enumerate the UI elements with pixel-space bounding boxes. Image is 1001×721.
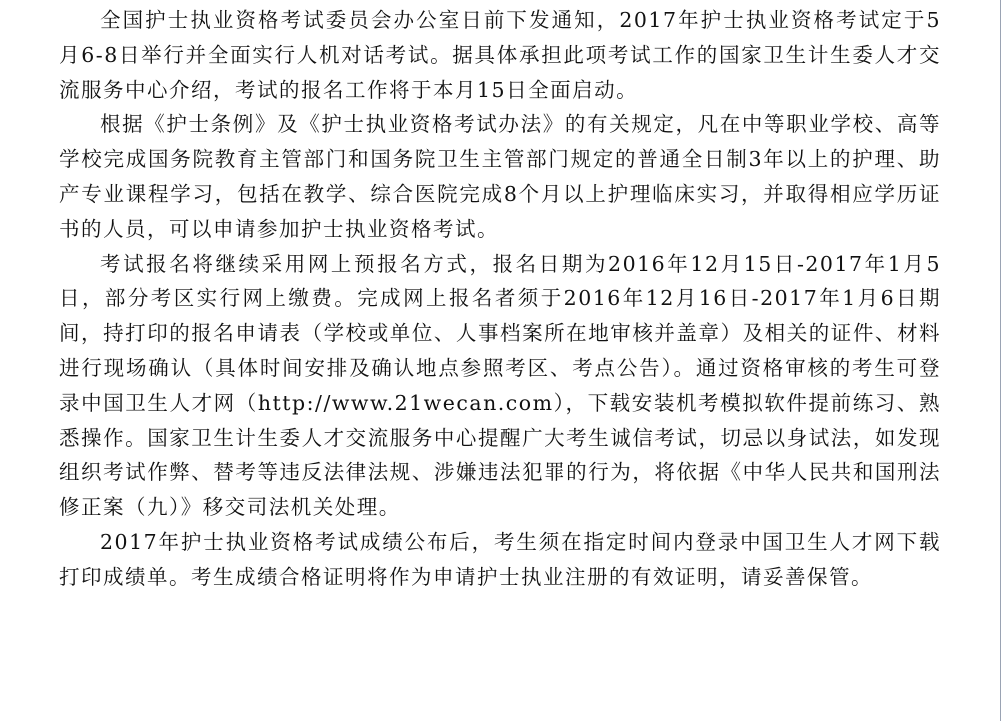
paragraph-eligibility: 根据《护士条例》及《护士执业资格考试办法》的有关规定，凡在中等职业学校、高等学校完成国务院教育主管部门和国务院卫生主管部门规定的普通全日制3年以上的护理、助产专业课程学习，包括在教学、综合医院完成8个月以上护理临床实习，并取得相应学历证书的人员，可以申请参加护士执业资格考试。 [59,112,941,241]
paragraph-results: 2017年护士执业资格考试成绩公布后，考生须在指定时间内登录中国卫生人才网下载打印成绩单。考生成绩合格证明将作为申请护士执业注册的有效证明，请妥善保管。 [59,529,941,589]
article-body [59,3,941,595]
paragraph-registration: 考试报名将继续采用网上预报名方式，报名日期为2016年12月15日-2017年1月5日，部分考区实行网上缴费。完成网上报名者须于2016年12月16日-2017年1月6日期间，持打印的报名申请表（学校或单位、人事档案所在地审核并盖章）及相关的证件、材料进行现场确认（具体时间安排及确认地点参照考区、考点公告）。通过资格审核的考生可登录中国卫生人才网（http://www.21wecan.com），下载安装机考模拟软件提前练习、熟悉操作。国家卫生计生委人才交流服务中心提醒广大考生诚信考试，切忌以身试法，如发现组织考试作弊、替考等违反法律法规、涉嫌违法犯罪的行为，将依据《中华人民共和国刑法修正案（九）》移交司法机关处理。 [59,251,941,520]
paragraph-exam-notice: 全国护士执业资格考试委员会办公室日前下发通知，2017年护士执业资格考试定于5月6-8日举行并全面实行人机对话考试。据具体承担此项考试工作的国家卫生计生委人才交流服务中心介绍，考试的报名工作将于本月15日全面启动。 [59,8,941,102]
